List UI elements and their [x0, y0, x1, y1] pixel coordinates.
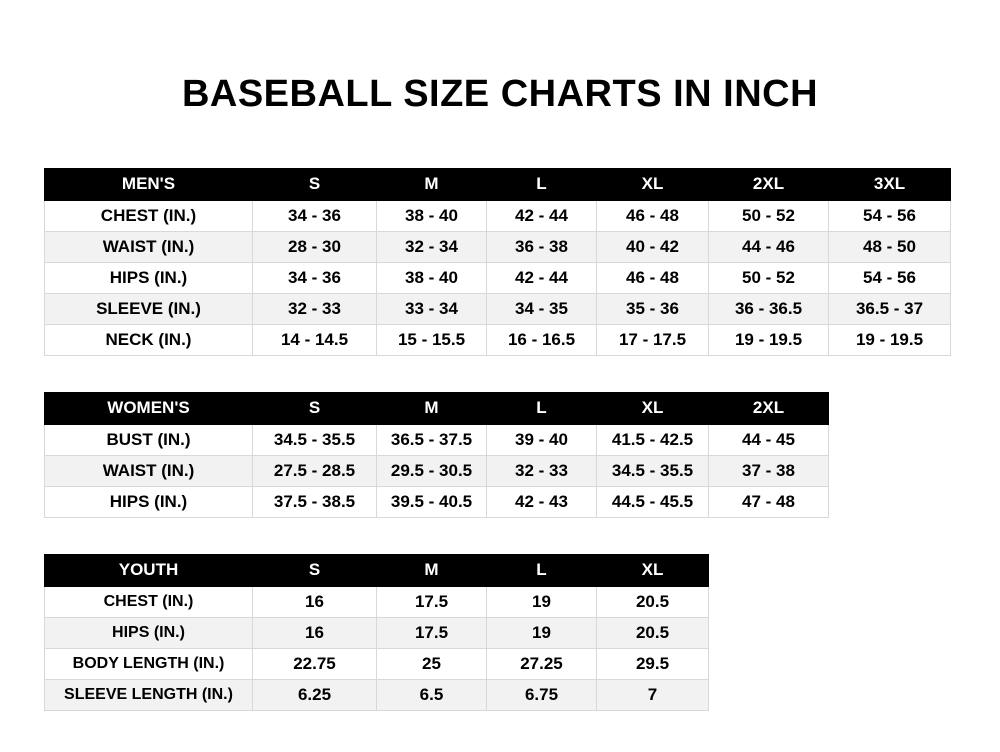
table-cell: 27.5 - 28.5	[253, 455, 377, 486]
row-label: WAIST (IN.)	[45, 231, 253, 262]
row-label: HIPS (IN.)	[45, 486, 253, 517]
table-cell: 50 - 52	[709, 200, 829, 231]
table-cell: 14 - 14.5	[253, 324, 377, 355]
column-header: M	[377, 554, 487, 586]
table-cell: 32 - 33	[253, 293, 377, 324]
table-cell: 6.5	[377, 679, 487, 710]
table-cell: 39.5 - 40.5	[377, 486, 487, 517]
youth-size-table	[44, 554, 709, 711]
table-cell: 34 - 35	[487, 293, 597, 324]
table-cell: 32 - 34	[377, 231, 487, 262]
row-label: SLEEVE (IN.)	[45, 293, 253, 324]
row-label: BODY LENGTH (IN.)	[45, 648, 253, 679]
column-header: WOMEN'S	[45, 392, 253, 424]
table-cell: 42 - 44	[487, 200, 597, 231]
column-header: M	[377, 392, 487, 424]
table-cell: 54 - 56	[829, 200, 951, 231]
table-cell: 46 - 48	[597, 200, 709, 231]
page-title: BASEBALL SIZE CHARTS IN INCH	[181, 73, 819, 115]
column-header: S	[253, 392, 377, 424]
table-cell: 40 - 42	[597, 231, 709, 262]
table-cell: 42 - 44	[487, 262, 597, 293]
table-cell: 44.5 - 45.5	[597, 486, 709, 517]
table-cell: 34.5 - 35.5	[253, 424, 377, 455]
column-header: 2XL	[709, 392, 829, 424]
table-cell: 48 - 50	[829, 231, 951, 262]
table-header-row	[45, 554, 709, 586]
column-header: XL	[597, 168, 709, 200]
table-cell: 17.5	[377, 617, 487, 648]
table-cell: 20.5	[597, 586, 709, 617]
table-cell: 35 - 36	[597, 293, 709, 324]
column-header: 3XL	[829, 168, 951, 200]
table-cell: 38 - 40	[377, 200, 487, 231]
row-label: HIPS (IN.)	[45, 262, 253, 293]
column-header: S	[253, 168, 377, 200]
row-label: HIPS (IN.)	[45, 617, 253, 648]
table-cell: 7	[597, 679, 709, 710]
table-cell: 54 - 56	[829, 262, 951, 293]
table-cell: 41.5 - 42.5	[597, 424, 709, 455]
table-row	[45, 424, 829, 455]
table-cell: 33 - 34	[377, 293, 487, 324]
table-row	[45, 455, 829, 486]
table-cell: 16	[253, 617, 377, 648]
table-cell: 47 - 48	[709, 486, 829, 517]
table-cell: 19	[487, 617, 597, 648]
table-row	[45, 262, 951, 293]
table-row	[45, 648, 709, 679]
table-cell: 42 - 43	[487, 486, 597, 517]
table-cell: 34 - 36	[253, 262, 377, 293]
column-header: M	[377, 168, 487, 200]
table-cell: 29.5 - 30.5	[377, 455, 487, 486]
row-label: SLEEVE LENGTH (IN.)	[45, 679, 253, 710]
column-header: XL	[597, 554, 709, 586]
table-cell: 22.75	[253, 648, 377, 679]
table-cell: 17 - 17.5	[597, 324, 709, 355]
row-label: CHEST (IN.)	[45, 586, 253, 617]
table-cell: 36.5 - 37.5	[377, 424, 487, 455]
mens-size-table	[44, 168, 951, 356]
table-header-row	[45, 392, 829, 424]
table-row	[45, 324, 951, 355]
table-row	[45, 679, 709, 710]
row-label: NECK (IN.)	[45, 324, 253, 355]
table-row	[45, 486, 829, 517]
table-cell: 29.5	[597, 648, 709, 679]
table-cell: 36 - 38	[487, 231, 597, 262]
table-cell: 32 - 33	[487, 455, 597, 486]
column-header: 2XL	[709, 168, 829, 200]
table-cell: 37 - 38	[709, 455, 829, 486]
table-cell: 27.25	[487, 648, 597, 679]
table-cell: 38 - 40	[377, 262, 487, 293]
column-header: MEN'S	[45, 168, 253, 200]
table-cell: 15 - 15.5	[377, 324, 487, 355]
womens-size-table	[44, 392, 829, 518]
table-row	[45, 617, 709, 648]
table-cell: 34.5 - 35.5	[597, 455, 709, 486]
tables-container	[0, 168, 1000, 711]
table-cell: 16	[253, 586, 377, 617]
table-cell: 44 - 46	[709, 231, 829, 262]
table-cell: 19	[487, 586, 597, 617]
table-cell: 28 - 30	[253, 231, 377, 262]
table-cell: 25	[377, 648, 487, 679]
column-header: L	[487, 168, 597, 200]
table-cell: 17.5	[377, 586, 487, 617]
table-cell: 36.5 - 37	[829, 293, 951, 324]
table-row	[45, 293, 951, 324]
table-cell: 19 - 19.5	[709, 324, 829, 355]
table-header-row	[45, 168, 951, 200]
row-label: WAIST (IN.)	[45, 455, 253, 486]
table-cell: 50 - 52	[709, 262, 829, 293]
table-cell: 46 - 48	[597, 262, 709, 293]
table-cell: 34 - 36	[253, 200, 377, 231]
column-header: YOUTH	[45, 554, 253, 586]
table-row	[45, 231, 951, 262]
row-label: CHEST (IN.)	[45, 200, 253, 231]
table-cell: 36 - 36.5	[709, 293, 829, 324]
table-cell: 19 - 19.5	[829, 324, 951, 355]
table-row	[45, 586, 709, 617]
column-header: XL	[597, 392, 709, 424]
table-cell: 6.75	[487, 679, 597, 710]
table-cell: 39 - 40	[487, 424, 597, 455]
column-header: L	[487, 554, 597, 586]
table-cell: 37.5 - 38.5	[253, 486, 377, 517]
table-row	[45, 200, 951, 231]
column-header: S	[253, 554, 377, 586]
table-cell: 16 - 16.5	[487, 324, 597, 355]
table-cell: 44 - 45	[709, 424, 829, 455]
table-cell: 20.5	[597, 617, 709, 648]
column-header: L	[487, 392, 597, 424]
row-label: BUST (IN.)	[45, 424, 253, 455]
table-cell: 6.25	[253, 679, 377, 710]
